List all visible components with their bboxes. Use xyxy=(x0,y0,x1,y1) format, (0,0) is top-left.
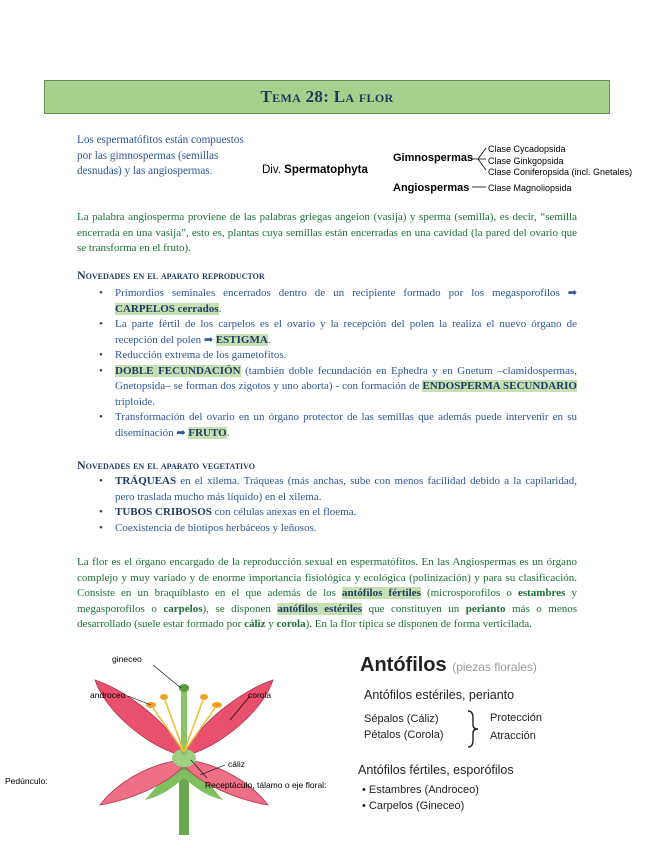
label-receptaculo: Receptáculo, tálamo o eje floral: xyxy=(205,780,327,790)
class-item: Clase Ginkgopsida xyxy=(488,155,564,166)
class-item: Clase Cycadopsida xyxy=(488,144,566,154)
sepalos-item: Sépalos (Cáliz) xyxy=(364,713,439,725)
label-corola: corola xyxy=(248,690,272,700)
heading-vegetativo: Novedades en el aparato vegetativo xyxy=(77,458,256,472)
highlight: CARPELOS cerrados xyxy=(115,302,219,315)
reproductor-list xyxy=(95,286,577,441)
list-item: • Transformación del ovario en un órgano protector de las semillas que además puede intervenir en su diseminación ➡ FRUTO. xyxy=(95,410,577,441)
list-item: • La parte fértil de los carpelos es el ovario y la recepción del polen la realiza el nuevo órgano de recepción del polen ➡ ESTIGMA. xyxy=(95,317,577,348)
gimnospermas-label: Gimnospermas xyxy=(393,152,474,164)
classes-list xyxy=(488,144,632,194)
class-item: Clase Magnoliopsida xyxy=(488,182,572,193)
stigma xyxy=(179,684,189,692)
vegetativo-list xyxy=(95,474,577,536)
fertiles-heading: Antófilos fértiles, esporófilos xyxy=(358,763,514,777)
highlight: antófilos estériles xyxy=(277,602,363,615)
etymology-paragraph: La palabra angiosperma proviene de las palabras griegas angeion (vasija) y sperma (semilla), es decir, “semilla encerrada en una vasija”, esto es, plantas cuya semillas están encerradas en una cavidad (la pared del ovario que se transforma en el fruto). xyxy=(77,211,577,254)
highlight: antófilos fértiles xyxy=(342,587,421,599)
highlight: ENDOSPERMA SECUNDARIO xyxy=(422,380,577,392)
title-banner xyxy=(44,80,610,114)
angiospermas-label: Angiospermas xyxy=(393,182,470,194)
page-title: Tema 28: La flor xyxy=(260,87,394,106)
division-label xyxy=(262,164,368,176)
esteriles-heading: Antófilos estériles, perianto xyxy=(364,688,515,702)
highlight: DOBLE FECUNDACIÓN xyxy=(115,364,241,377)
label-caliz: cáliz xyxy=(228,759,246,769)
list-item: • Coexistencia de biotipos herbáceos y leñosos. xyxy=(95,521,577,537)
anther xyxy=(212,702,222,708)
antofilos-title: Antófilos (piezas florales) xyxy=(360,654,537,676)
list-item: • Reducción extrema de los gametofitos. xyxy=(95,348,577,364)
antofilos-subtitle: (piezas florales) xyxy=(452,660,537,674)
carpelos-item: • Carpelos (Gineceo) xyxy=(362,800,465,812)
list-item: • Primordios seminales encerrados dentro de un recipiente formado por los megasporofilos ➡ CARPELOS cerrados. xyxy=(95,286,577,317)
highlight: FRUTO xyxy=(188,426,227,439)
list-item: • TRÁQUEAS en el xilema. Tráqueas (más anchas, sube con menos facilidad debido a la capilaridad, pero traslada mucho más líquido) en el xilema. xyxy=(95,474,577,505)
flower-illustration xyxy=(85,660,285,835)
atraccion-item: Atracción xyxy=(490,730,536,742)
list-item: • DOBLE FECUNDACIÓN (también doble fecundación en Ephedra y en Gnetum –clamidospermas, Gnetopsida– se forman dos zigotos y uno aborta) - con formación de ENDOSPERMA SECUNDARIO triploide. xyxy=(95,364,577,411)
label-androceo: androceo xyxy=(90,690,126,700)
division-name: Spermatophyta xyxy=(284,164,368,176)
label-pedunculo: Pedúnculo: xyxy=(5,776,48,786)
taxonomy-connectors xyxy=(470,142,490,194)
heading-reproductor: Novedades en el aparato reproductor xyxy=(77,268,265,282)
esteriles-list xyxy=(364,711,443,743)
proteccion-item: Protección xyxy=(490,712,542,724)
brace-icon xyxy=(466,710,480,748)
division-prefix: Div. xyxy=(262,164,281,176)
intro-paragraph: Los espermatófitos están compuestos por las gimnospermas (semillas desnudas) y las angiospermas. xyxy=(77,134,244,177)
fertiles-list xyxy=(362,782,479,814)
anther xyxy=(160,694,168,700)
function-list xyxy=(490,709,542,745)
list-item: • TUBOS CRIBOSOS con células anexas en el floema. xyxy=(95,505,577,521)
petalos-item: Pétalos (Corola) xyxy=(364,729,444,741)
flower-definition-paragraph: La flor es el órgano encargado de la reproducción sexual en espermatófitos. En las Angiospermas es un órgano complejo y muy variado y de enorme importancia fisiológica y ecológica (polinización) y para su clasificación. Consiste en un braquiblasto en el que además de los antófilos fértiles (microsporofilos o estambres y megasporofilos o carpelos), se disponen antófilos estériles que constituyen un perianto más o menos desarrollado (suele estar formado por cáliz y corola). En la flor típica se disponen de forma verticilada. xyxy=(77,556,578,630)
anther xyxy=(200,694,208,700)
highlight: ESTIGMA xyxy=(215,333,268,346)
class-item: Clase Coniferopsida (incl. Gnetales) xyxy=(488,167,633,177)
label-gineceo: gineceo xyxy=(112,654,142,664)
estambres-item: • Estambres (Androceo) xyxy=(362,784,479,796)
